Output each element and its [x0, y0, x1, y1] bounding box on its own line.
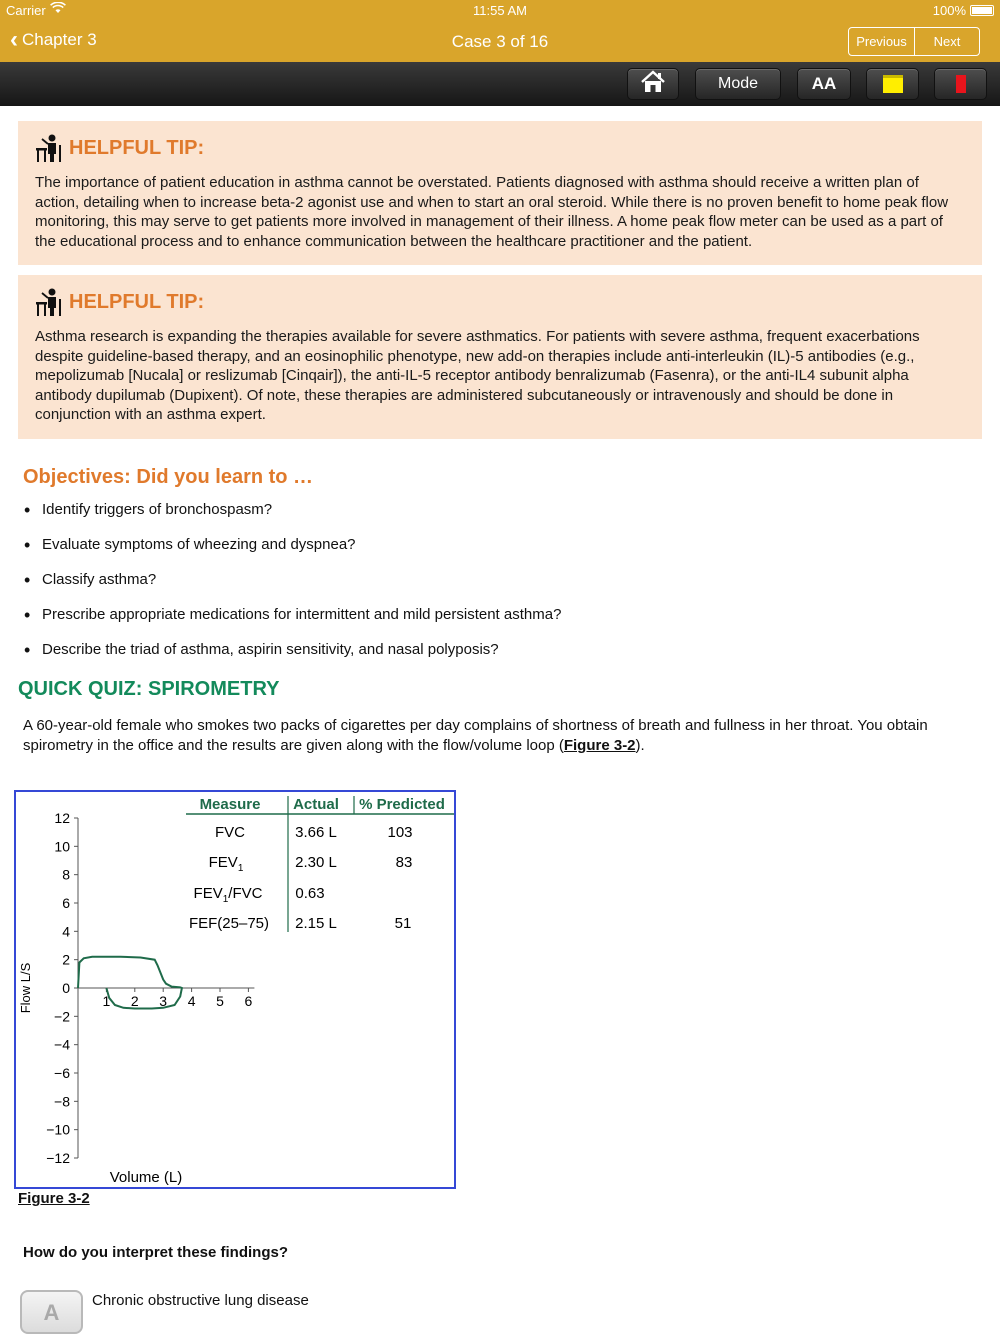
case-title: Case 3 of 16 [451, 32, 549, 51]
list-item: • Evaluate symptoms of wheezing and dyspnea? [24, 535, 561, 570]
y-tick-label: −10 [46, 1121, 70, 1138]
table-header-actual: Actual [293, 796, 339, 813]
figure-link[interactable]: Figure 3-2 [563, 737, 636, 754]
teacher-icon [35, 133, 63, 163]
table-cell-measure: FEF(25–75) [188, 915, 270, 932]
table-cell-measure: $FEV_1$/FVC [193, 885, 263, 905]
answer-a-button[interactable]: A [20, 1290, 83, 1334]
spirometry-table [186, 796, 454, 932]
spirometry-figure[interactable] [14, 790, 456, 1189]
flow-volume-chart [16, 792, 454, 1187]
home-icon [640, 70, 666, 99]
quiz-text-body: A 60-year-old female who smokes two packs of cigarettes per day complains of shortness of breath and fullness in her throat. You obtain spirometry in the office and the results are given along with the flow/volume loop ( [23, 717, 928, 754]
home-button[interactable] [627, 68, 679, 100]
y-tick-label: 6 [62, 895, 70, 911]
y-tick-label: 8 [62, 866, 70, 883]
teacher-icon [35, 287, 63, 317]
tip-text: The importance of patient education in asthma cannot be overstated. Patients diagnosed with asthma should receive a written plan of action, detailing when to increase beta-2 agonist use and when to start an oral steroid. While there is no proven benefit to home peak flow monitoring, this may serve to get patients more involved in management of their illness. A home peak flow meter can be used as a part of the educational process and to enhance communication between the healthcare practitioner and the patient. [35, 174, 949, 250]
table-cell-actual: 3.66 L [295, 824, 337, 841]
x-tick-label: 3 [159, 993, 168, 1009]
tip-title: HELPFUL TIP: [69, 290, 205, 313]
table-cell-actual: 0.63 [295, 885, 325, 902]
list-item: • Identify triggers of bronchospasm? [24, 500, 561, 535]
battery-icon [970, 5, 994, 16]
y-tick-label: −12 [46, 1150, 70, 1166]
figure-caption[interactable]: Figure 3-2 [18, 1190, 90, 1207]
y-tick-label: 0 [62, 980, 70, 996]
clock: 11:55 AM [473, 3, 527, 18]
y-axis-label: Flow L/S [18, 962, 33, 1014]
note-icon [883, 75, 903, 93]
navigation-bar [0, 22, 1000, 62]
table-header-predicted: % Predicted [359, 796, 445, 813]
case-pager [848, 27, 980, 56]
status-bar [0, 0, 1000, 22]
x-tick-label: 2 [130, 993, 139, 1009]
chevron-left-icon: ‹ [10, 26, 18, 53]
quiz-title: QUICK QUIZ: SPIROMETRY [18, 678, 280, 700]
previous-button[interactable]: Previous [856, 34, 907, 49]
quiz-text [23, 716, 983, 756]
helpful-tip-box [18, 275, 982, 439]
y-tick-label: −8 [54, 1093, 70, 1110]
x-tick-label: 5 [216, 993, 224, 1009]
battery-percent: 100% [932, 3, 966, 18]
y-tick-label: −4 [54, 1036, 70, 1053]
note-button[interactable] [866, 68, 919, 100]
toolbar [0, 62, 1000, 106]
font-size-button[interactable] [797, 68, 851, 100]
objectives-title: Objectives: Did you learn to … [23, 466, 314, 488]
table-cell-predicted: 103 [387, 824, 413, 841]
question-text: How do you interpret these findings? [23, 1244, 289, 1261]
helpful-tip-box [18, 121, 982, 265]
back-label: Chapter 3 [22, 30, 97, 49]
tip-text: Asthma research is expanding the therapies available for severe asthmatics. For patients with severe asthma, frequent exacerbations despite guideline-based therapy, and an eosinophilic phenotype, new add-on therapies include anti-interleukin (IL)-5 antibodies (e.g., mepolizumab [Nucala] or reslizumab [Cinqair]), the anti-IL-5 receptor antibody benralizumab (Fasenra), or the anti-IL4 subunit alpha antibody dupilumab (Dupixent). Of note, these therapies are administered subcutaneously or intravenously and should be done in conjunction with an asthma expert. [35, 328, 920, 423]
x-tick-label: 1 [102, 993, 111, 1009]
carrier-label: Carrier [6, 3, 46, 18]
next-button[interactable]: Next [914, 28, 979, 55]
y-tick-label: 12 [54, 810, 70, 826]
table-cell-measure: FVC [215, 824, 245, 841]
bookmark-button[interactable] [934, 68, 987, 100]
table-cell-predicted: 83 [395, 854, 413, 871]
tip-header [35, 133, 965, 163]
tip-title: HELPFUL TIP: [69, 136, 205, 159]
x-axis-label: Volume (L) [109, 1169, 183, 1186]
objectives-list [24, 500, 561, 675]
list-item: • Describe the triad of asthma, aspirin sensitivity, and nasal polyposis? [24, 640, 561, 675]
table-cell-actual: 2.15 L [295, 915, 337, 932]
table-cell-actual: 2.30 L [295, 854, 337, 871]
quiz-text-end: ). [635, 737, 645, 754]
y-tick-label: −6 [54, 1065, 70, 1081]
x-tick-label: 6 [244, 993, 253, 1009]
mode-button[interactable]: Mode [695, 68, 781, 100]
list-item: • Classify asthma? [24, 570, 561, 605]
y-tick-label: 4 [62, 923, 70, 940]
tip-header [35, 287, 965, 317]
bookmark-icon [956, 75, 966, 93]
table-cell-predicted: 51 [394, 915, 412, 932]
y-tick-label: −2 [54, 1008, 70, 1025]
x-tick-label: 4 [187, 993, 196, 1009]
y-tick-label: 10 [54, 838, 70, 855]
list-item: • Prescribe appropriate medications for intermittent and mild persistent asthma? [24, 605, 561, 640]
y-tick-label: 2 [62, 951, 70, 968]
table-header-measure: Measure [199, 796, 261, 813]
font-size-icon: AA [811, 74, 837, 93]
table-cell-measure: $FEV_1$ [208, 854, 244, 874]
answer-a-text: Chronic obstructive lung disease [92, 1292, 309, 1309]
